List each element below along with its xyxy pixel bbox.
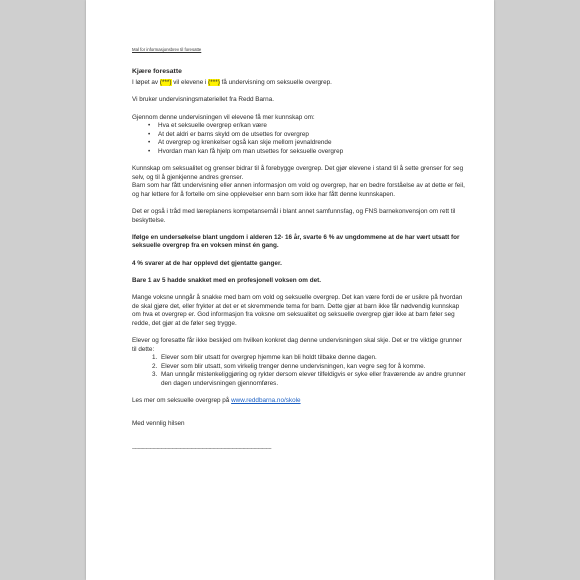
document-header: Mal for informasjonsbrev til foresatte <box>132 47 202 52</box>
list-item: 2. Elever som blir utsatt, som virkelig trenger denne undervisningen, kan vegre seg for å komme. <box>159 363 466 372</box>
reasons-list <box>132 354 466 388</box>
intro-middle: vil elevene i <box>171 79 209 87</box>
read-more-text: Les mer om seksuelle overgrep på <box>132 397 232 405</box>
list-item: 3. Man unngår mistenkeliggjøring og rykter dersom elever tilfeldigvis er syke eller fraværende av andre grunner den dagen undervisningen gjennomføres. <box>159 371 466 388</box>
list-item: 1. Elever som blir utsatt for overgrep hjemme kan bli holdt tilbake denne dagen. <box>159 354 466 363</box>
prevention-paragraph: Kunnskap om seksualitet og grenser bidrar til å forebygge overgrep. Det gjør elevene i stand til å sette grenser for seg selv, og til å gjenkjenne andres grenser. <box>132 165 464 181</box>
adults-paragraph: Mange voksne unngår å snakke med barn om vold og seksuelle overgrep. Det kan være fordi de er usikre på hvordan de skal gjøre det, eller frykter at det er et skremmende tema for barn. Dette gjør at barn ikke får nødvendig kunnskap om hva et overgrep er. God informasjon fra voksne om seksualitet og seksuelle overgrep gjør ikke at barn føler seg redde, det gjør at de føler seg trygge. <box>132 294 463 327</box>
survey-statement: Ifølge en undersøkelse blant ungdom i alderen 12- 16 år, svarte 6 % av ungdommene at de har vært utsatt for seksuelle overgrep fra en voksen minst én gang. <box>132 233 460 250</box>
talked-statement: Bare 1 av 5 hadde snakket med en profesjonell voksen om det. <box>132 276 321 284</box>
read-more-paragraph <box>132 397 466 406</box>
list-item: • Hvordan man kan få hjelp om man utsettes for seksuelle overgrep <box>158 148 466 157</box>
repeat-statement: 4 % svarer at de har opplevd det gjentatte ganger. <box>132 259 282 267</box>
knowledge-intro: Gjennom denne undervisningen vil elevene få mer kunnskap om: <box>132 113 315 121</box>
curriculum-paragraph: Det er også i tråd med læreplanens kompetansemål i blant annet samfunnsfag, og FNS barnekonvensjon om rett til beskyttelse. <box>132 208 456 224</box>
signature-line: ------------------------------------------------------------------------------------------------------ <box>132 446 272 453</box>
material-paragraph: Vi bruker undervisningsmateriellet fra Redd Barna. <box>132 96 274 104</box>
placeholder-period: (***) <box>159 79 172 87</box>
intro-after: få undervisning om seksuelle overgrep. <box>219 79 332 87</box>
list-item: • At overgrep og krenkelser også kan skje mellom jevnaldrende <box>158 139 466 148</box>
document-page <box>86 0 494 580</box>
knowledge-list <box>132 122 466 156</box>
reddbarna-link[interactable]: www.reddbarna.no/skole <box>231 397 301 405</box>
notice-paragraph: Elever og foresatte får ikke beskjed om hvilken konkret dag denne undervisningen skal skje. Det er tre viktige grunner til dette: <box>132 337 462 353</box>
experience-paragraph: Barn som har fått undervisning eller annen informasjon om vold og overgrep, har en bedre forståelse av at dette er feil, og har lettere for å fortelle om sine opplevelser enn barn som ikke har fått denne kunnskapen. <box>132 182 465 198</box>
closing: Med vennlig hilsen <box>132 419 185 427</box>
intro-paragraph <box>132 79 466 88</box>
placeholder-class: (***) <box>208 79 220 87</box>
letter-content <box>132 46 466 454</box>
list-item: • At det aldri er barns skyld om de utsettes for overgrep <box>158 131 466 140</box>
intro-before: I løpet av <box>132 79 160 87</box>
greeting: Kjære foresatte <box>132 67 182 75</box>
list-item: • Hva et seksuelle overgrep er/kan være <box>158 122 466 131</box>
